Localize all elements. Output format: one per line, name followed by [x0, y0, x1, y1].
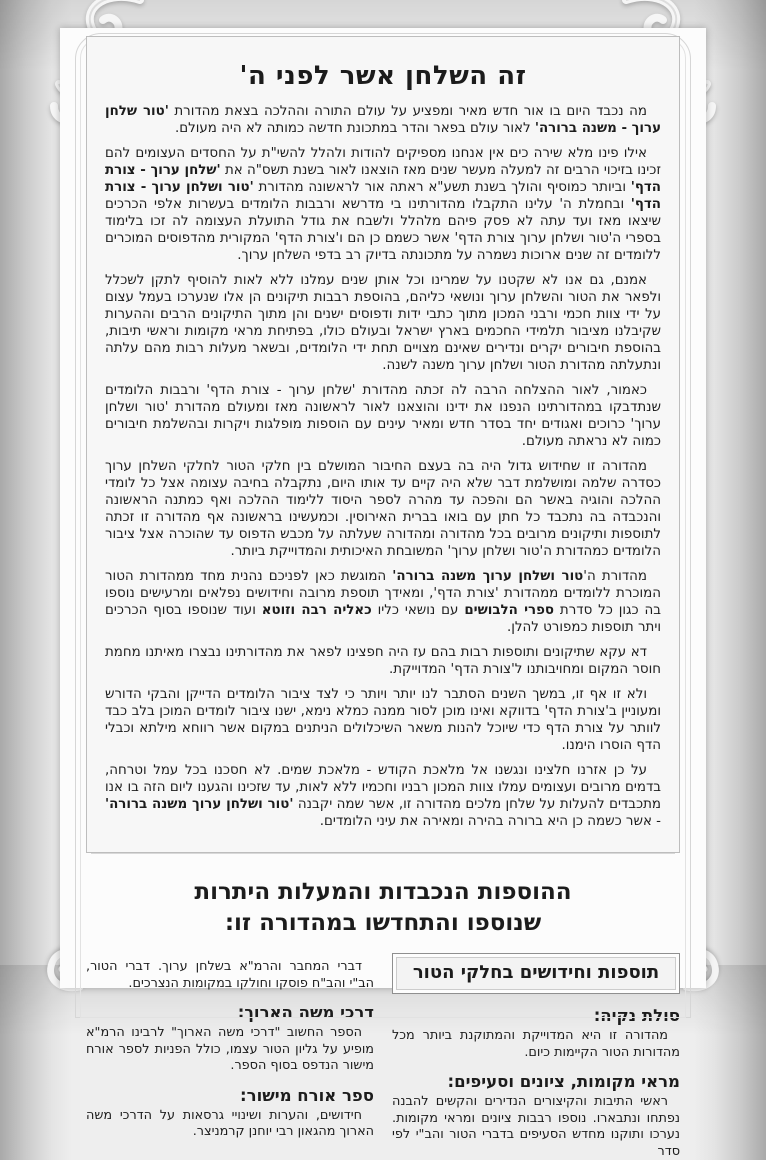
preface-paragraph: דא עקא שתיקונים ותוספות רבות בהם עז היה חפצינו לפאר את מהדורתינו נבצרו מאיתנו מחמת חוסר המקום ומחויבותנו ל'צורת הדף' המדוייקת. — [105, 645, 661, 677]
item-text-orach-mishor: חידושים, והערות ושינויי גרסאות על הדרכי משה הארוך מהגאון רבי יוחנן קרמניצר. — [86, 1107, 374, 1139]
additions-columns — [86, 953, 680, 1160]
item-text-marei-mekomot: ראשי התיבות והקיצורים הנדירים והקשים להבנה נפתחו ונתבארו. נוספו רבבות ציונים ומראי מקומות. נערכו ותוקנו מחדש הסעיפים בדברי הטור והב"י לפי סדר — [392, 1094, 680, 1159]
item-title-darkei-moshe: דרכי משה הארוך: — [237, 1003, 374, 1022]
item-text-mechaber-rama: דברי המחבר והרמ"א בשלחן ערוך. דברי הטור, הב"י והב"ח פוסקו וחולקו במקומות הנצרכים. — [86, 959, 374, 991]
preface-paragraph: ולא זו אף זו, במשך השנים הסתבר לנו יותר ויותר כי לצד ציבור הלומדים הדייקן והבקי הדורש ומעוניין ב'צורת הדף' בדווקא ואינו מוכן לסור ממנה כמלא נימא, ישנו ציבור לומדים המוכן בלב כבד לוותר על צורת הדף כדי שיוכל להנות משאר השיכלולים הניתנים במקום אשר רווחא מילתא וכבלי הדף הוסרו הימנו. — [105, 687, 661, 753]
preface-paragraph: מה נכבד היום בו אור חדש מאיר ומפציע על עולם התורה וההלכה בצאת מהדורת 'טור שלחן ערוך - משנה ברורה' לאור עולם בפאר והדר במתכונת חדשה כמותה לא היה מעולם. — [105, 104, 661, 136]
item-text-darkei-moshe: הספר החשוב "דרכי משה הארוך" לרבינו הרמ"א מופיע על גליון הטור עצמו, כולל הפניות לספר אורח מישור הנדפס בסוף הספר. — [86, 1025, 374, 1073]
additions-section-heading — [86, 877, 680, 939]
preface-box — [86, 36, 680, 853]
preface-paragraph: אמנם, גם אנו לא שקטנו על שמרינו וכל אותן שנים עמלנו ללא לאות להוסיף לתקן לשכלל ולפאר את הטור והשלחן ערוך ונושאי כליהם, בהוספת רבבות תיקונים הן אלו שנערכו בעמל עצום על ידי צוות חכמי ורבני המכון מתוך כתבי ידות ודפוסים ישנים והן מתוך התיקונים הרבים וההערות שקיבלנו מציבור תלמידי החכמים בארץ ישראל ובעולם כולו, בפתיחת מראי מקומות וראשי תיבות, בהוספת חיבורים יקרים ונדירים שאינם מצויים תחת ידי הלומדים, ובשאר מעלות רבות מהם עלתה ונתעלתה מהדורת הטור ושלחן ערוך משנה לשנה. — [105, 273, 661, 373]
preface-paragraph: מהדורה זו שחידוש גדול היה בה בעצם החיבור המושלם בין חלקי הטור לחלקי השלחן ערוך כסדרה שלמה ומושלמת דבר שלא היה קיים עד אותו היום, נתקבלה בחיבה עצומה אצל כל לומדי ההלכה והוגיה באשר הם והפכה עד מהרה לספר היסוד ללימוד ההלכה ואף כמתנה הראשונה והנכבדה בה נתכבד כל חתן עם בואו בברית האירוסין. וכמעשינו בראשונה אף מהדורה זו זכתה לתוספות ותיקונים מרובים בכל מהדורה ומהדורה שעלתה על מכבש הדפוס עד שהוכרה אצל ציבור הלומדים כמהדורת ה'טור ושלחן ערוך' המשובחת האיכותית והמדוייקת ביותר. — [105, 459, 661, 559]
item-title-orach-mishor: ספר אורח מישור: — [240, 1085, 374, 1105]
column-box-header: תוספות וחידושים בחלקי הטור — [392, 953, 680, 994]
item-text-solet-nekia: מהדורה זו היא המדוייקת והמתוקנת ביותר מכל מהדורות הטור הקיימות כיום. — [392, 1028, 680, 1060]
preface-paragraph: מהדורת ה'טור ושלחן ערוך משנה ברורה' המוגשת כאן לפניכם נהנית מחד ממהדורת הטור המוכרת ללומדים ממהדורת 'צורת הדף', ומאידך תוספת מרובה וחידושים נפלאים ומרעישים נוספו בה כגון כל סדרת ספרי הלבושים עם נושאי כליו כאליה רבה וזוטא ועוד שנוספו בסוף הכרכים ויתר תוספות כמפורט להלן. — [105, 569, 662, 635]
column-tur-additions — [392, 953, 680, 1160]
preface-paragraph: על כן אזרנו חלצינו ונגשנו אל מלאכת הקודש - מלאכת שמים. לא חסכנו בכל עמל וטרחה, בדמים מרובים ועצומים עמלו צוות המכון רבניו וחכמיו ללא לאות, עד שזכינו והגענו ליום הזה בו אנו מתכבדים להעלות על שלחן מלכים מהדורה זו, אשר שמה יקבנה 'טור ושלחן ערוך משנה ברורה' - אשר כשמה כן היא ברורה בהירה ומאירה את עיני הלומדים. — [105, 763, 661, 829]
page-title: זה השלחן אשר לפני ה' — [239, 61, 527, 91]
item-title-marei-mekomot: מראי מקומות, ציונים וסעיפים: — [447, 1072, 680, 1091]
column-continued — [86, 953, 374, 1160]
additions-heading-line2: שנוספו והתחדשו במהדורה זו: — [224, 910, 542, 936]
item-title-solet-nekia: סולת נקיה: — [593, 1006, 680, 1025]
additions-heading-line1: ההוספות הנכבדות והמעלות היתרות — [194, 879, 572, 905]
preface-paragraph: כאמור, לאור ההצלחה הרבה לה זכתה מהדורת 'שלחן ערוך - צורת הדף' ורבבות הלומדים שנתדבקו במהדורתינו הנפנו את ידינו והוצאנו לאור לראשונה מאז ומעולם מהדורת 'טור ושלחן ערוך' כרוכים ואגודים יחד בסדר חדש ומאיר עינים עם הוספות מופלגות ויקרות ובהשלמת חיבורים כמוה לא נראתה מעולם. — [105, 383, 661, 449]
page-sheet — [60, 28, 706, 1159]
preface-paragraph: אילו פינו מלא שירה כים אין אנחנו מספיקים להודות ולהלל להשי"ת על החסדים העצומים להם זכינו בזיכוי הרבים זה למעלה מעשר שנים מאז הוצאנו לאור בשנת תשס"ה את 'שלחן ערוך - צורת הדף' וביותר כמוסיף והולך בשנת תשע"א ראתה אור לראשונה מהדורת 'טור ושלחן ערוך - צורת הדף' ובחמלת ה' עלינו התקבלו מהדורתינו בי מדרשא ורבבות הלומדים בעשרות אלפי הכרכים שיצאו מאז ועד עתה לא פסק פיהם מלהלל ולשבח את גודל התועלת העצומה לה זכו בלימוד בספרי ה'טור ושלחן ערוך צורת הדף' אשר כשמם כן הם ו'צורת הדף' המקורית מהדפוסים המוכרים ללומדים זה שנים ארוכות נשמרה על מתכונתה בדיוק רב בדפי השלחן ערוך. — [105, 146, 661, 263]
